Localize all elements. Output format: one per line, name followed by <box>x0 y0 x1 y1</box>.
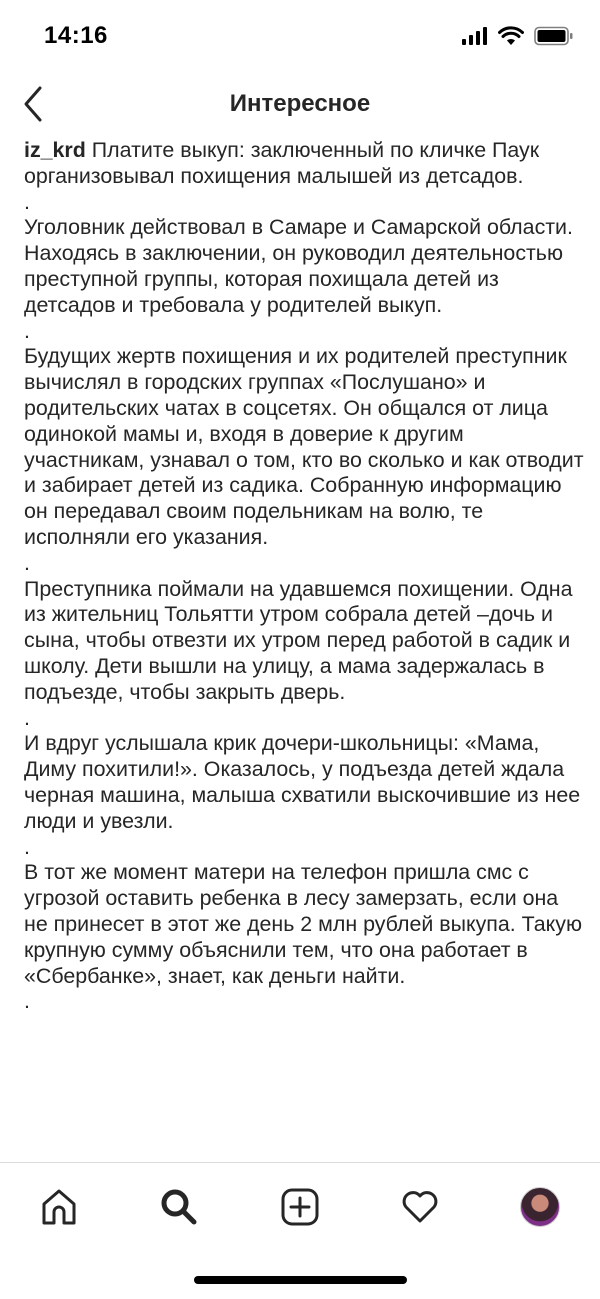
caption-paragraph: И вдруг услышала крик дочери-школьницы: «Мама, Диму похитили!». Оказалось, у подъезда детей ждала черная машина, малыша схватили выскочившие из нее люди и увезли. <box>24 731 581 833</box>
home-icon <box>39 1187 79 1227</box>
heart-icon <box>400 1187 440 1227</box>
separator: . <box>24 834 30 859</box>
navigation-bar <box>0 72 600 138</box>
separator: . <box>24 189 30 214</box>
tab-search[interactable] <box>155 1183 203 1231</box>
wifi-icon <box>498 26 524 46</box>
username-link[interactable]: iz_krd <box>24 138 86 162</box>
status-bar <box>0 0 600 72</box>
caption-first-paragraph <box>24 138 584 190</box>
caption-paragraph: Преступника поймали на удавшемся похищении. Одна из жительниц Тольятти утром собрала детей –дочь и сына, чтобы отвезти их утром перед работой в садик и школу. Дети вышли на улицу, а мама задержалась в подъезде, чтобы закрыть дверь. <box>24 576 573 704</box>
caption-headline: Платите выкуп: заключенный по кличке Паук организовывал похищения малышей из детсадов. <box>24 138 540 188</box>
caption-paragraph: Будущих жертв похищения и их родителей преступник вычислял в городских группах «Послушано» и родительских чатах в соцсетях. Он общался от лица одинокой мамы и, входя в доверие к другим участникам, узнавал о том, кто во сколько и как отводит и забирает детей из садика. Собранную информацию он передавал своим подельникам на волю, те исполняли его указания. <box>24 344 584 549</box>
profile-avatar <box>520 1187 560 1227</box>
page-title: Интересное <box>229 90 371 117</box>
battery-icon <box>534 26 574 46</box>
separator: . <box>24 318 30 343</box>
signal-icon <box>462 27 488 45</box>
add-icon <box>280 1187 320 1227</box>
search-icon <box>159 1187 199 1227</box>
post-caption <box>24 138 584 1160</box>
tab-create-post[interactable] <box>276 1183 324 1231</box>
tab-profile[interactable] <box>516 1183 564 1231</box>
status-time: 14:16 <box>44 22 108 49</box>
home-indicator[interactable] <box>194 1276 407 1284</box>
separator: . <box>24 550 30 575</box>
caption-paragraph: В тот же момент матери на телефон пришла смс с угрозой оставить ребенка в лесу замерзать, если она не принесет в этот же день 2 млн рублей выкупа. Такую крупную сумму объяснили тем, что она работает в «Сбербанке», знает, как деньги найти. <box>24 860 582 988</box>
separator: . <box>24 705 30 730</box>
tab-activity[interactable] <box>396 1183 444 1231</box>
status-icons <box>462 26 574 46</box>
caption-paragraph: Уголовник действовал в Самаре и Самарской области. Находясь в заключении, он руководил деятельностью преступной группы, которая похищала детей из детсадов и требовала у родителей выкуп. <box>24 215 573 317</box>
tab-home[interactable] <box>35 1183 83 1231</box>
separator: . <box>24 989 30 1014</box>
